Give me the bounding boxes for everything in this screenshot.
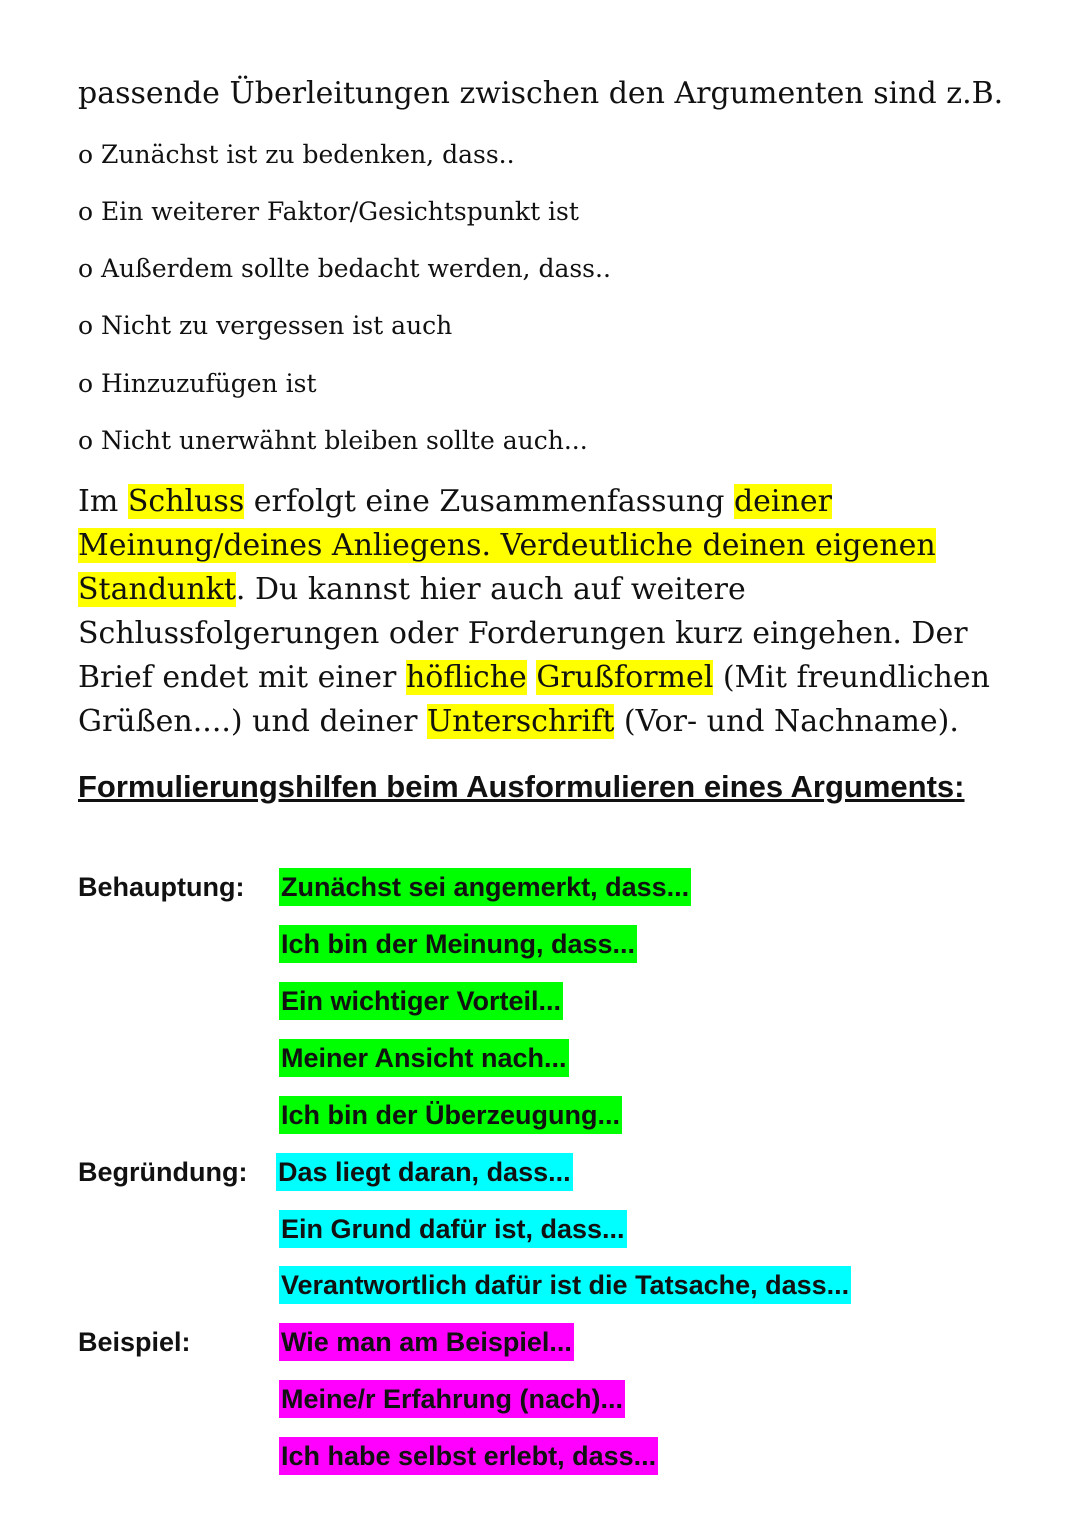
reason-phrase: Ein Grund dafür ist, dass... bbox=[279, 1210, 627, 1248]
claim-phrase: Meiner Ansicht nach... bbox=[279, 1039, 569, 1077]
conclusion-paragraph bbox=[78, 480, 1013, 744]
highlight-unterschrift: Unterschrift bbox=[427, 704, 615, 739]
transitions-intro: passende Überleitungen zwischen den Argumenten sind z.B. bbox=[78, 76, 1004, 111]
reason-label: Begründung: bbox=[78, 1157, 248, 1187]
claim-phrase: Ein wichtiger Vorteil... bbox=[279, 982, 563, 1020]
transition-item: o Hinzuzufügen ist bbox=[78, 369, 317, 398]
claim-label: Behauptung: bbox=[78, 872, 245, 902]
conclusion-text: . Du kannst hier auch auf weitere Schlussfolgerungen oder Forderungen kurz eingehen. Der Brief endet mit einer bbox=[78, 572, 968, 695]
conclusion-text: (Vor- und Nachname). bbox=[614, 704, 959, 739]
example-phrase: Wie man am Beispiel... bbox=[279, 1323, 574, 1361]
claim-phrase: Zunächst sei angemerkt, dass... bbox=[279, 868, 691, 906]
highlight-meinung: deiner Meinung/deines Anliegens. Verdeutliche deinen eigenen Standunkt bbox=[78, 484, 936, 607]
conclusion-text bbox=[527, 660, 537, 695]
reason-phrase: Das liegt daran, dass... bbox=[276, 1153, 573, 1191]
transition-item: o Nicht unerwähnt bleiben sollte auch... bbox=[78, 426, 588, 455]
claim-phrase: Ich bin der Überzeugung... bbox=[279, 1096, 622, 1134]
reason-phrase: Verantwortlich dafür ist die Tatsache, dass... bbox=[279, 1266, 851, 1304]
highlight-schluss: Schluss bbox=[127, 484, 245, 519]
transition-item: o Zunächst ist zu bedenken, dass.. bbox=[78, 140, 515, 169]
section-heading: Formulierungshilfen beim Ausformulieren eines Arguments: bbox=[78, 769, 965, 804]
conclusion-text: erfolgt eine Zusammenfassung bbox=[244, 484, 734, 519]
transition-item: o Ein weiterer Faktor/Gesichtspunkt ist bbox=[78, 197, 579, 226]
conclusion-text: (Mit freundlichen Grüßen....) und deiner bbox=[78, 660, 990, 739]
transition-item: o Außerdem sollte bedacht werden, dass.. bbox=[78, 254, 611, 283]
highlight-grussformel: Grußformel bbox=[536, 660, 714, 695]
highlight-hoefliche: höfliche bbox=[405, 660, 527, 695]
conclusion-text: Im bbox=[78, 484, 128, 519]
example-label: Beispiel: bbox=[78, 1327, 191, 1357]
claim-phrase: Ich bin der Meinung, dass... bbox=[279, 925, 637, 963]
transition-item: o Nicht zu vergessen ist auch bbox=[78, 311, 453, 340]
example-phrase: Ich habe selbst erlebt, dass... bbox=[279, 1437, 658, 1475]
example-phrase: Meine/r Erfahrung (nach)... bbox=[279, 1380, 625, 1418]
